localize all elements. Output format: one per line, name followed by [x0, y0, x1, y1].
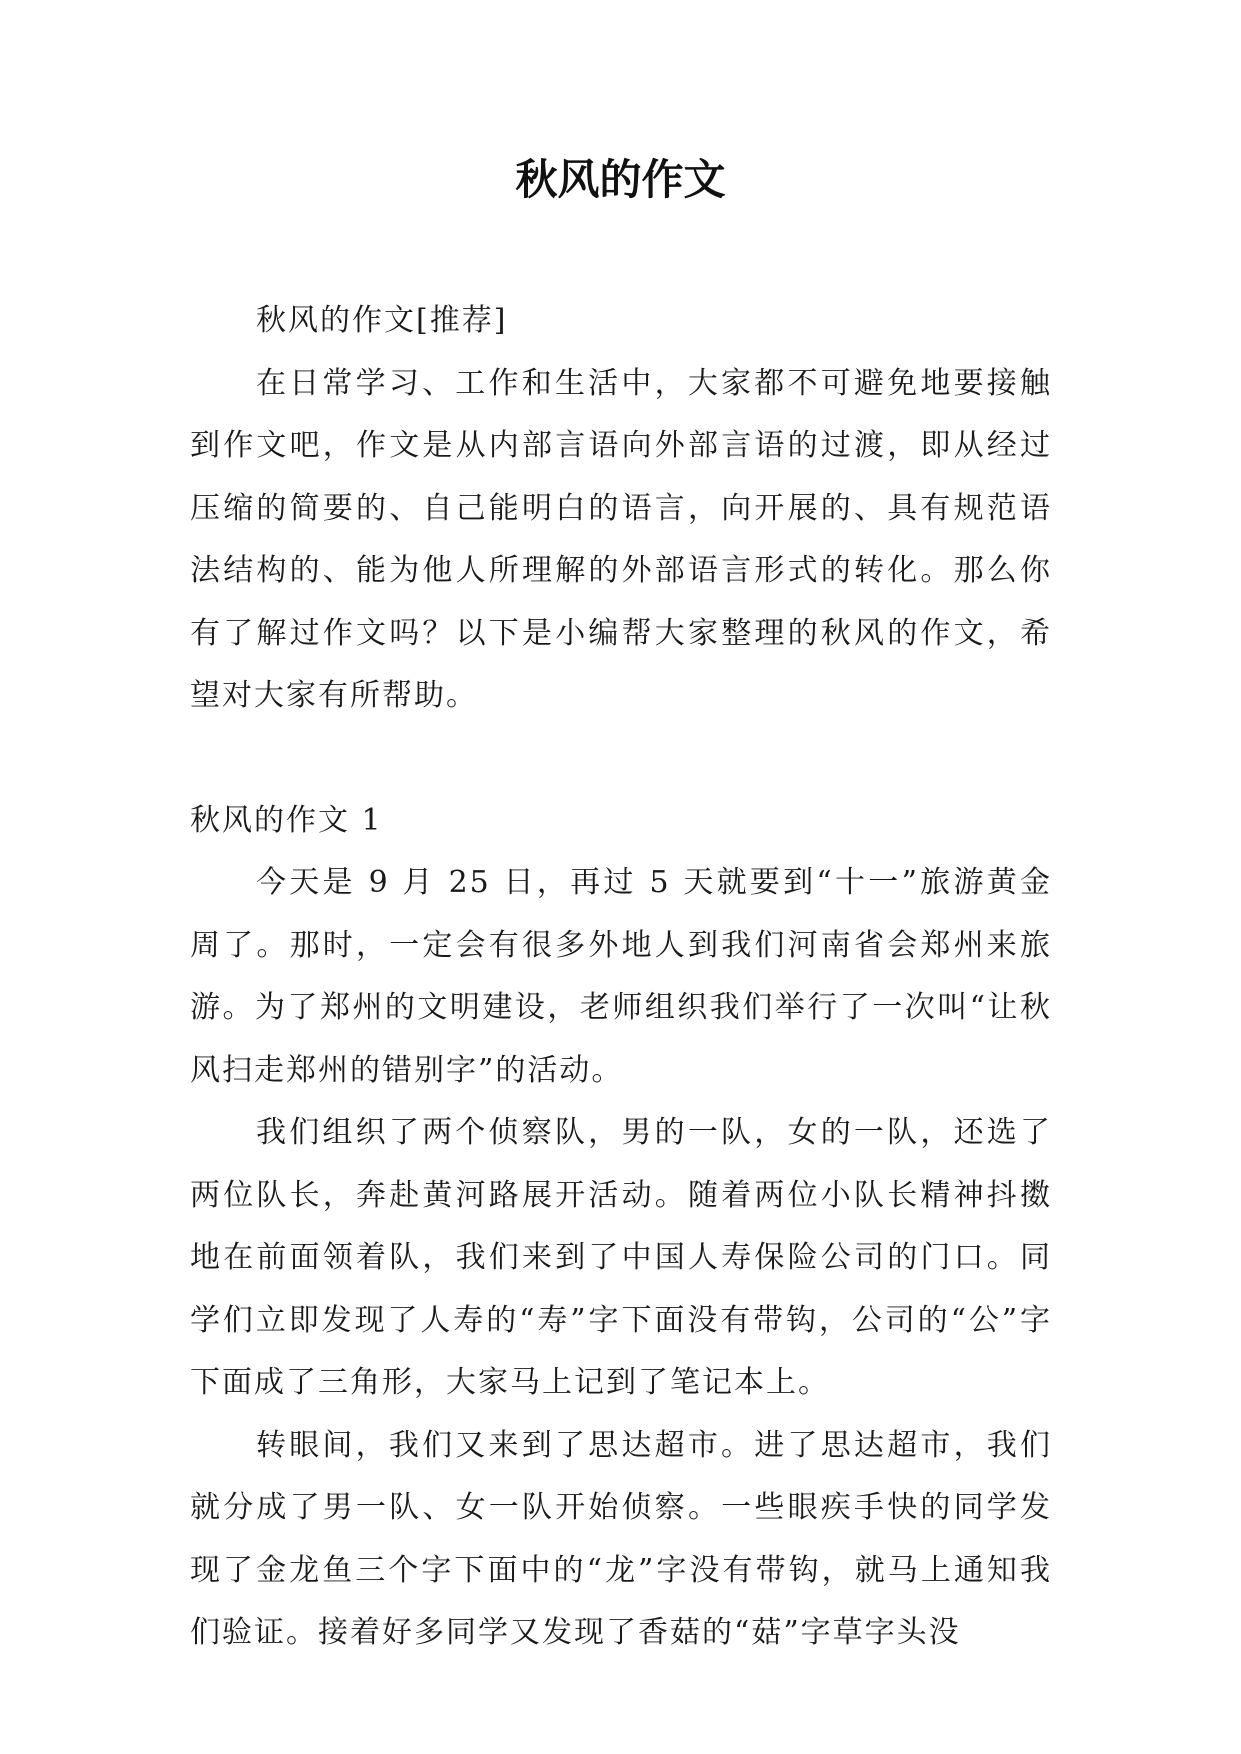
body-paragraph: 转眼间，我们又来到了思达超市。进了思达超市，我们就分成了男一队、女一队开始侦察。一些眼疾手快的同学发现了金龙鱼三个字下面中的“龙”字没有带钩，就马上通知我们验证。接着好多同学又发现了香菇的“菇”字草字头没 [190, 1427, 1052, 1650]
document-body [190, 290, 1052, 1665]
document-subtitle: 秋风的作文[推荐] [256, 303, 508, 338]
document-title: 秋风的作文 [515, 155, 726, 204]
intro-paragraph: 在日常学习、工作和生活中，大家都不可避免地要接触到作文吧，作文是从内部言语向外部言语的过渡，即从经过压缩的简要的、自己能明白的语言，向开展的、具有规范语法结构的、能为他人所理解的外部语言形式的转化。那么你有了解过作文吗？以下是小编帮大家整理的秋风的作文，希望对大家有所帮助。 [190, 365, 1052, 713]
section-heading: 秋风的作文 1 [190, 802, 383, 838]
body-paragraph: 我们组织了两个侦察队，男的一队，女的一队，还选了两位队长，奔赴黄河路展开活动。随着两位小队长精神抖擞地在前面领着队，我们来到了中国人寿保险公司的门口。同学们立即发现了人寿的“寿”字下面没有带钩，公司的“公”字下面成了三角形，大家马上记到了笔记本上。 [190, 1115, 1052, 1400]
body-paragraph: 今天是 9 月 25 日，再过 5 天就要到“十一”旅游黄金周了。那时，一定会有很多外地人到我们河南省会郑州来旅游。为了郑州的文明建设，老师组织我们举行了一次叫“让秋风扫走郑州的错别字”的活动。 [190, 865, 1052, 1088]
